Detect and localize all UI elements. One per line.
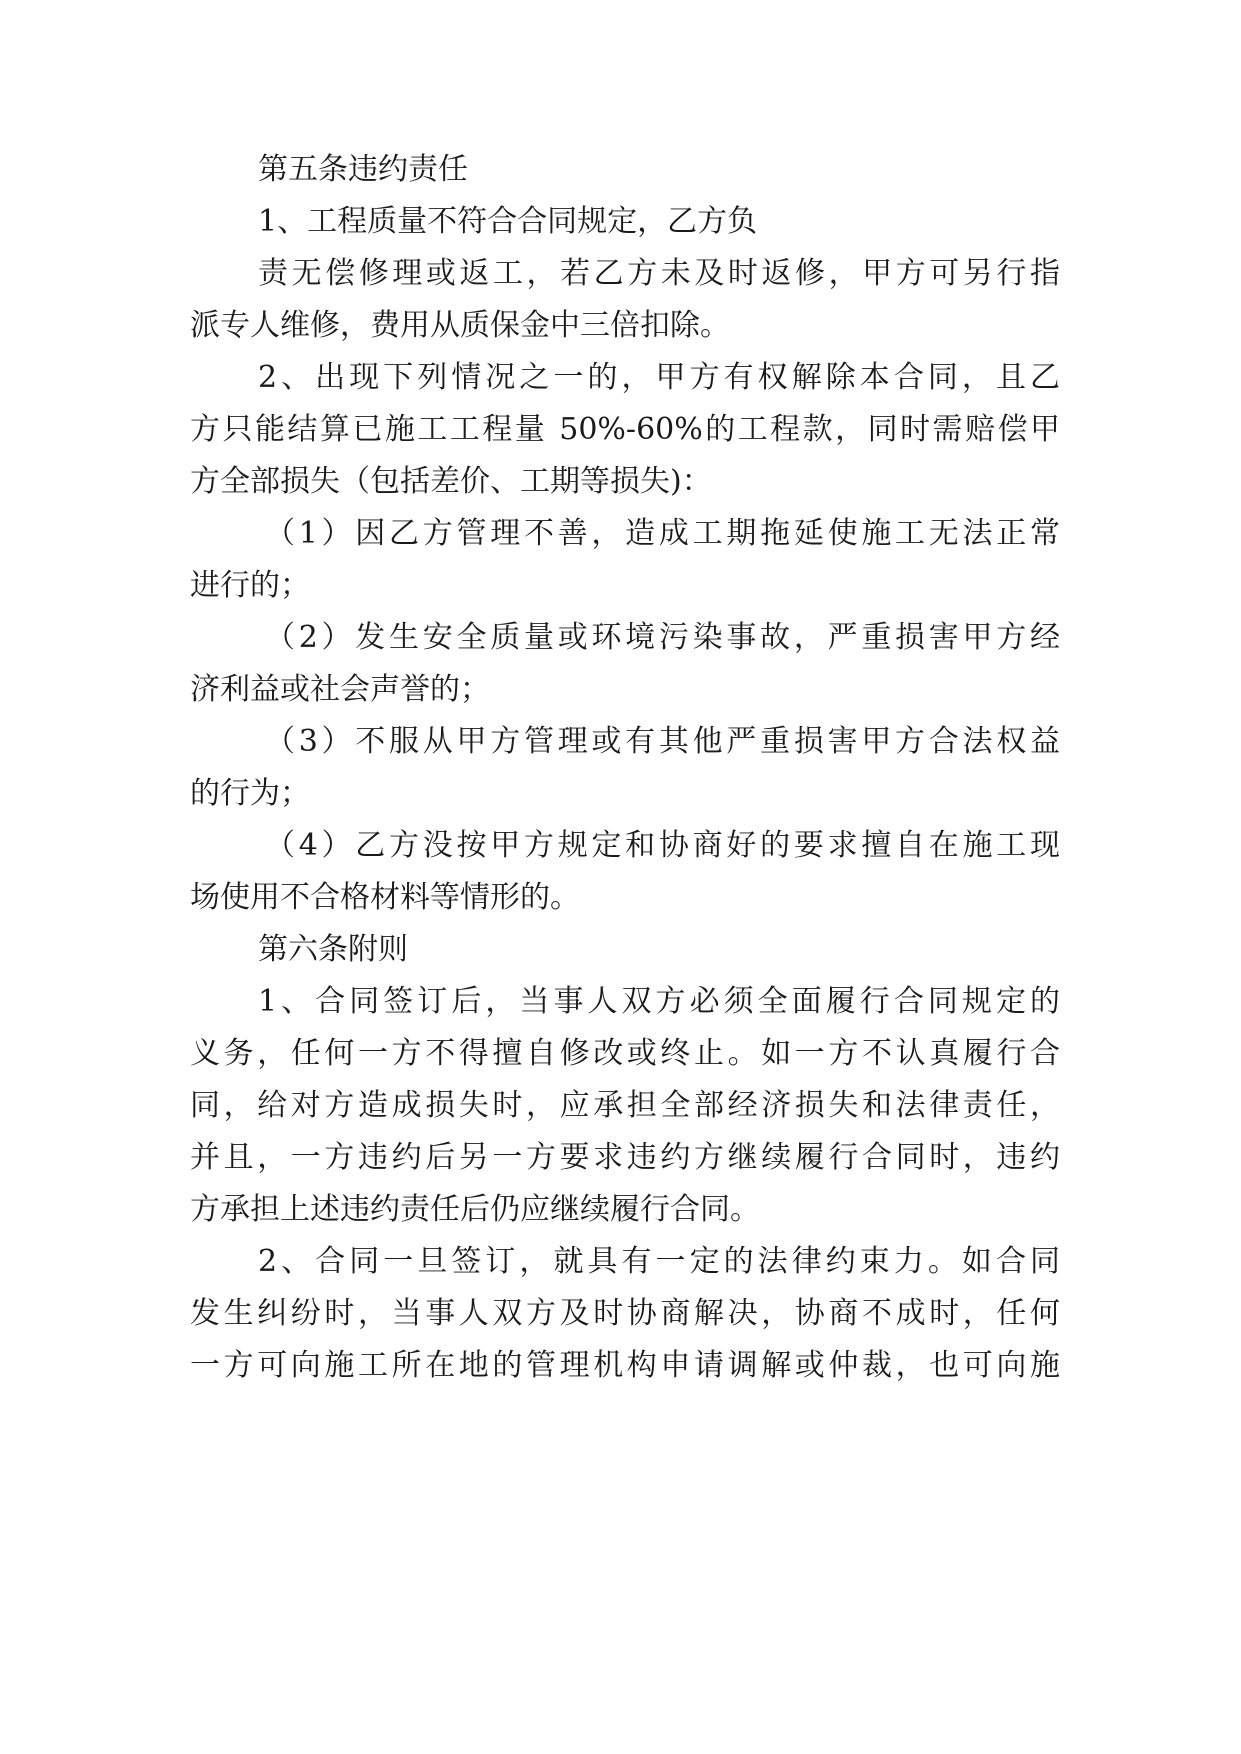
text-line: 1、工程质量不符合合同规定，乙方负 — [258, 204, 758, 239]
text-line: 2、合同一旦签订，就具有一定的法律约束力。如合同 — [258, 1244, 1060, 1279]
text-line: 的行为； — [190, 776, 310, 811]
text-line: 义务，任何一方不得擅自修改或终止。如一方不认真履行合 — [190, 1036, 1060, 1071]
text-line: （3）不服从甲方管理或有其他严重损害甲方合法权益 — [265, 724, 1060, 759]
text-line: 方全部损失（包括差价、工期等损失)： — [190, 464, 712, 499]
text-line: 一方可向施工所在地的管理机构申请调解或仲裁，也可向施 — [190, 1348, 1060, 1383]
text-line: （4）乙方没按甲方规定和协商好的要求擅自在施工现 — [265, 828, 1060, 863]
text-line: 责无偿修理或返工，若乙方未及时返修，甲方可另行指 — [258, 256, 1060, 291]
section-heading-5: 第五条违约责任 — [258, 152, 468, 187]
text-line: 济利益或社会声誉的； — [190, 672, 490, 707]
text-line: 1、合同签订后，当事人双方必须全面履行合同规定的 — [258, 984, 1060, 1019]
text-line: （2）发生安全质量或环境污染事故，严重损害甲方经 — [265, 620, 1060, 655]
text-line: 发生纠纷时，当事人双方及时协商解决，协商不成时，任何 — [190, 1296, 1060, 1331]
text-line: 2、出现下列情况之一的，甲方有权解除本合同，且乙 — [258, 360, 1060, 395]
text-line: 进行的； — [190, 568, 310, 603]
text-line: 方只能结算已施工工程量 50%-60%的工程款，同时需赔偿甲 — [190, 412, 1060, 447]
text-line: 并且，一方违约后另一方要求违约方继续履行合同时，违约 — [190, 1140, 1060, 1175]
text-line: 方承担上述违约责任后仍应继续履行合同。 — [190, 1192, 760, 1227]
text-line: 派专人维修，费用从质保金中三倍扣除。 — [190, 308, 730, 343]
text-line: 同，给对方造成损失时，应承担全部经济损失和法律责任， — [190, 1088, 1060, 1123]
text-line: 场使用不合格材料等情形的。 — [190, 880, 580, 915]
section-heading-6: 第六条附则 — [258, 932, 408, 967]
text-line: （1）因乙方管理不善，造成工期拖延使施工无法正常 — [265, 516, 1060, 551]
